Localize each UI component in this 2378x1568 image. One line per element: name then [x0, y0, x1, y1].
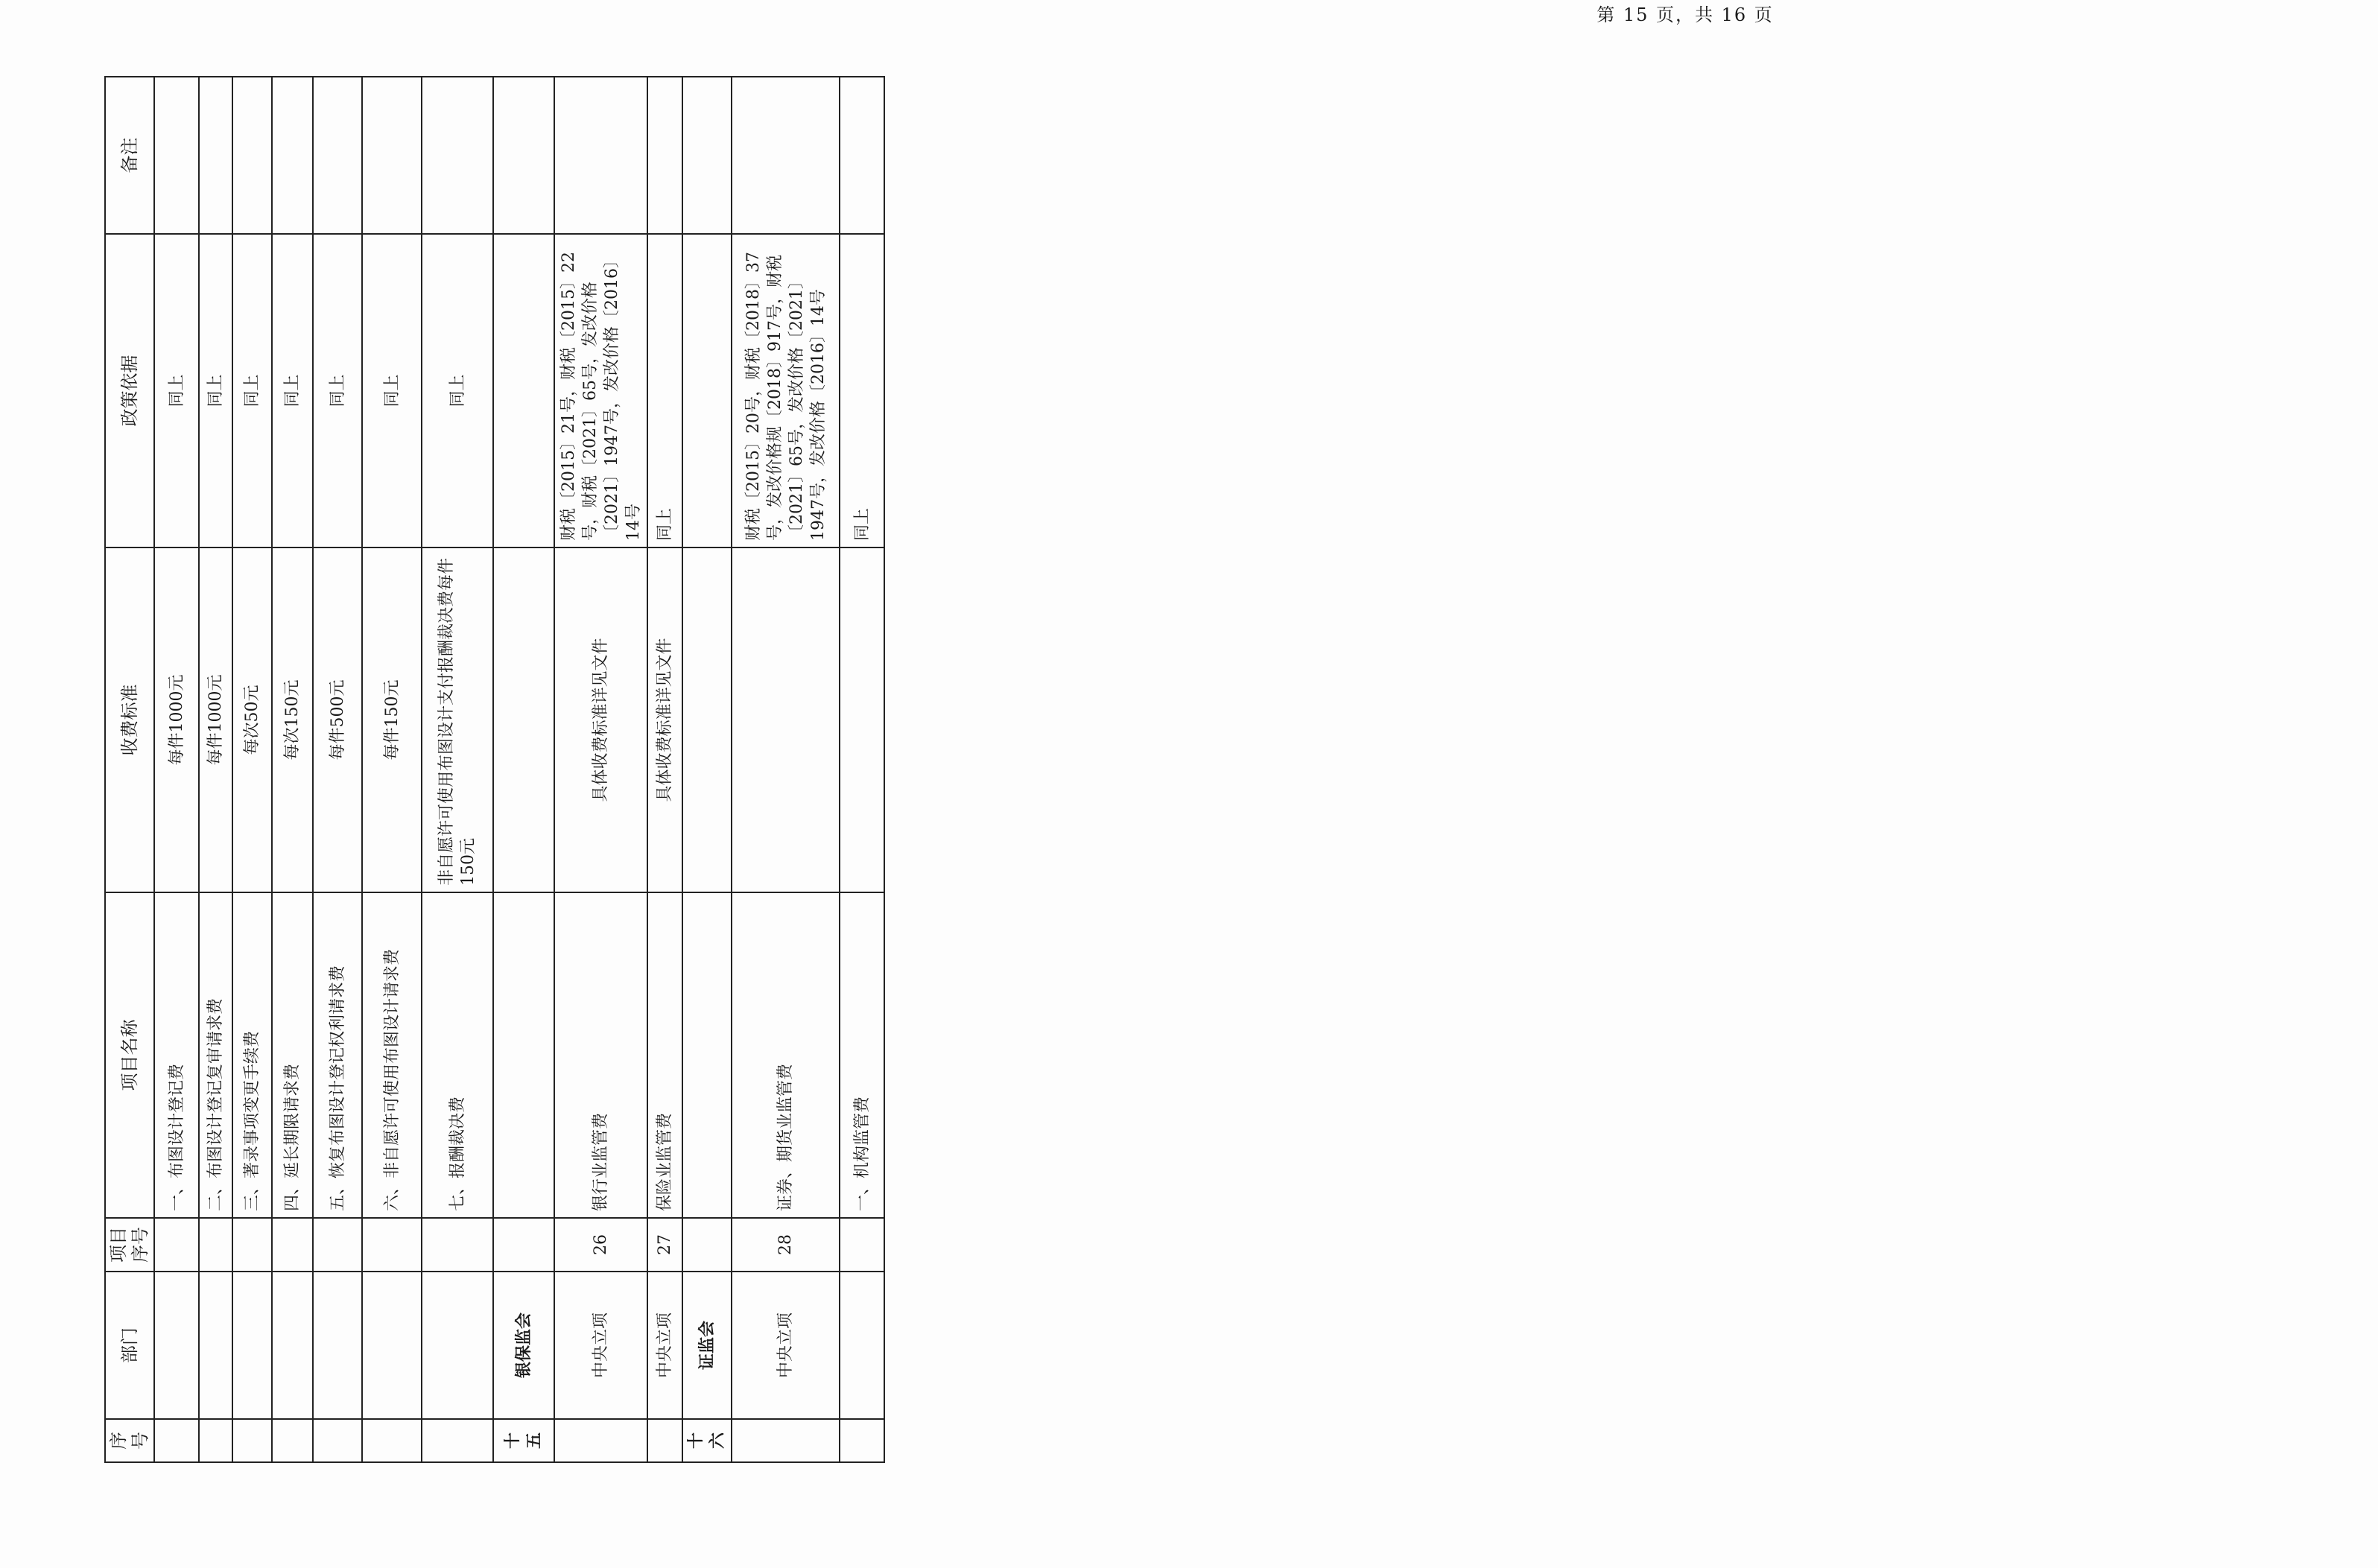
- row-item-seq: 27: [647, 1218, 682, 1272]
- row-item-name: 二、布图设计登记复审请求费: [199, 892, 232, 1218]
- row-seq: [422, 1419, 493, 1462]
- row-remark: [493, 77, 554, 234]
- table-row: [682, 77, 732, 1462]
- row-item-name: 六、非自愿许可使用布图设计请求费: [362, 892, 422, 1218]
- row-standard: 每件150元: [362, 547, 422, 892]
- row-item-name: 四、延长期限请求费: [272, 892, 313, 1218]
- header-standard: 收费标准: [105, 547, 154, 892]
- row-policy: 同上: [422, 234, 493, 547]
- header-remark: 备注: [105, 77, 154, 234]
- row-policy: 财税〔2015〕21号，财税〔2015〕22号，财税〔2021〕65号，发改价格〔2021〕1947号，发改价格〔2016〕14号: [554, 234, 647, 547]
- row-item-seq: [682, 1218, 732, 1272]
- row-policy: 同上: [232, 234, 272, 547]
- row-policy: 同上: [362, 234, 422, 547]
- row-item-seq: [493, 1218, 554, 1272]
- row-dept: [272, 1272, 313, 1419]
- header-seq: 序号: [105, 1419, 154, 1462]
- row-item-name: [493, 892, 554, 1218]
- row-seq: [232, 1419, 272, 1462]
- row-item-seq: [199, 1218, 232, 1272]
- row-remark: [554, 77, 647, 234]
- row-seq: [199, 1419, 232, 1462]
- row-item-seq: 28: [732, 1218, 840, 1272]
- row-seq: [154, 1419, 199, 1462]
- row-policy: 同上: [154, 234, 199, 547]
- row-standard: 非自愿许可使用布图设计支付报酬裁决费每件150元: [422, 547, 493, 892]
- row-standard: 每次50元: [232, 547, 272, 892]
- row-standard: 每件500元: [313, 547, 362, 892]
- row-item-name: 五、恢复布图设计登记权利请求费: [313, 892, 362, 1218]
- row-policy: 同上: [199, 234, 232, 547]
- row-seq: [732, 1419, 840, 1462]
- page-footer: 第 15 页，共 16 页: [1597, 4, 1774, 25]
- table-row: [422, 77, 493, 1462]
- row-standard: 具体收费标准详见文件: [647, 547, 682, 892]
- row-dept: 证监会: [682, 1272, 732, 1419]
- row-dept: [232, 1272, 272, 1419]
- row-item-seq: [422, 1218, 493, 1272]
- row-seq: 十六: [682, 1419, 732, 1462]
- row-policy: [493, 234, 554, 547]
- row-dept: 中央立项: [732, 1272, 840, 1419]
- row-dept: [313, 1272, 362, 1419]
- row-item-name: 一、布图设计登记费: [154, 892, 199, 1218]
- row-remark: [272, 77, 313, 234]
- row-remark: [232, 77, 272, 234]
- table-row: [313, 77, 362, 1462]
- header-item-name: 项目名称: [105, 892, 154, 1218]
- row-item-name: 证券、期货业监管费: [732, 892, 840, 1218]
- row-remark: [682, 77, 732, 234]
- table-header-row: [105, 77, 154, 1462]
- table-row: [493, 77, 554, 1462]
- row-seq: 十五: [493, 1419, 554, 1462]
- table-row: [232, 77, 272, 1462]
- row-item-name: 一、机构监管费: [840, 892, 884, 1218]
- table-row: [647, 77, 682, 1462]
- row-remark: [154, 77, 199, 234]
- row-standard: 具体收费标准详见文件: [554, 547, 647, 892]
- row-policy: 同上: [313, 234, 362, 547]
- row-dept: 中央立项: [647, 1272, 682, 1419]
- row-seq: [313, 1419, 362, 1462]
- row-remark: [840, 77, 884, 234]
- row-remark: [422, 77, 493, 234]
- row-standard: [682, 547, 732, 892]
- row-item-seq: [362, 1218, 422, 1272]
- row-item-name: 银行业监管费: [554, 892, 647, 1218]
- row-item-seq: [154, 1218, 199, 1272]
- table-row: [732, 77, 840, 1462]
- row-item-name: 三、著录事项变更手续费: [232, 892, 272, 1218]
- row-dept: 银保监会: [493, 1272, 554, 1419]
- table-row: [272, 77, 313, 1462]
- row-seq: [840, 1419, 884, 1462]
- row-item-seq: [272, 1218, 313, 1272]
- row-standard: 每次150元: [272, 547, 313, 892]
- row-item-name: 七、报酬裁决费: [422, 892, 493, 1218]
- fee-table: [104, 76, 885, 1463]
- row-item-seq: [313, 1218, 362, 1272]
- header-policy: 政策依据: [105, 234, 154, 547]
- row-standard: 每件1000元: [154, 547, 199, 892]
- row-dept: 中央立项: [554, 1272, 647, 1419]
- row-standard: [840, 547, 884, 892]
- row-remark: [732, 77, 840, 234]
- row-remark: [362, 77, 422, 234]
- row-dept: [154, 1272, 199, 1419]
- table-row: [554, 77, 647, 1462]
- row-seq: [647, 1419, 682, 1462]
- table-row: [362, 77, 422, 1462]
- row-seq: [362, 1419, 422, 1462]
- header-item-seq: 项目序号: [105, 1218, 154, 1272]
- row-dept: [199, 1272, 232, 1419]
- row-item-seq: 26: [554, 1218, 647, 1272]
- row-dept: [362, 1272, 422, 1419]
- row-dept: [422, 1272, 493, 1419]
- row-dept: [840, 1272, 884, 1419]
- row-standard: [493, 547, 554, 892]
- row-standard: [732, 547, 840, 892]
- row-policy: 同上: [647, 234, 682, 547]
- row-remark: [647, 77, 682, 234]
- rotated-table-sheet: [104, 77, 956, 1463]
- row-seq: [554, 1419, 647, 1462]
- row-seq: [272, 1419, 313, 1462]
- row-policy: 同上: [272, 234, 313, 547]
- table-row: [840, 77, 884, 1462]
- row-policy: 财税〔2015〕20号，财税〔2018〕37号，发改价格规〔2018〕917号，财税〔2021〕65号，发改价格〔2021〕1947号，发改价格〔2016〕14号: [732, 234, 840, 547]
- row-item-name: 保险业监管费: [647, 892, 682, 1218]
- row-item-seq: [232, 1218, 272, 1272]
- table-row: [154, 77, 199, 1462]
- table-row: [199, 77, 232, 1462]
- header-dept: 部门: [105, 1272, 154, 1419]
- row-remark: [199, 77, 232, 234]
- row-item-seq: [840, 1218, 884, 1272]
- row-remark: [313, 77, 362, 234]
- row-standard: 每件1000元: [199, 547, 232, 892]
- row-policy: 同上: [840, 234, 884, 547]
- row-item-name: [682, 892, 732, 1218]
- row-policy: [682, 234, 732, 547]
